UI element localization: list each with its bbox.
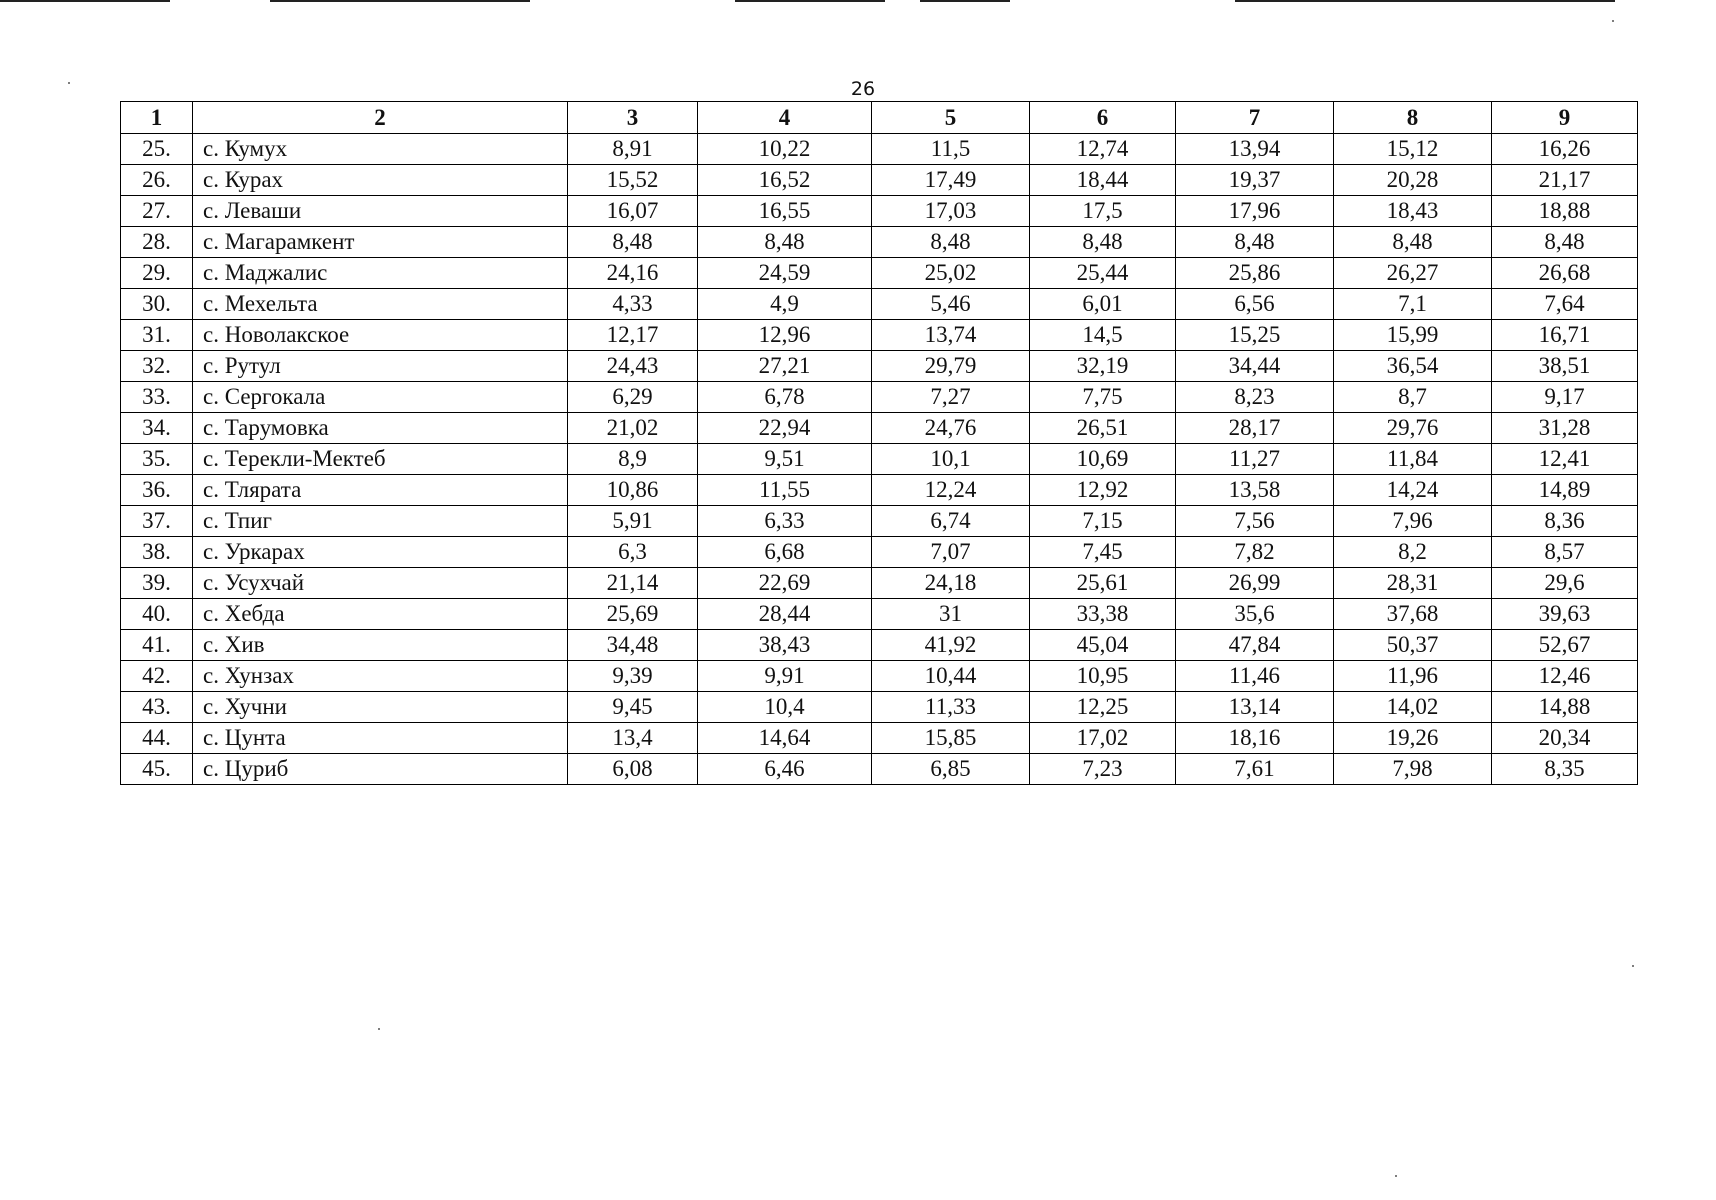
value-cell: 13,4 <box>568 723 698 754</box>
row-number-cell: 35. <box>121 444 193 475</box>
value-cell: 24,59 <box>698 258 872 289</box>
value-cell: 36,54 <box>1334 351 1492 382</box>
value-cell: 12,74 <box>1030 134 1176 165</box>
table-row <box>121 630 1638 661</box>
value-cell: 9,91 <box>698 661 872 692</box>
value-cell: 22,94 <box>698 413 872 444</box>
value-cell: 15,85 <box>872 723 1030 754</box>
scan-speck <box>1632 965 1634 967</box>
row-number-cell: 27. <box>121 196 193 227</box>
table-row <box>121 661 1638 692</box>
row-number-cell: 41. <box>121 630 193 661</box>
settlement-name-cell: с. Новолакское <box>193 320 568 351</box>
value-cell: 8,48 <box>1492 227 1638 258</box>
page-number: 26 <box>850 78 876 100</box>
row-number-cell: 33. <box>121 382 193 413</box>
value-cell: 17,02 <box>1030 723 1176 754</box>
value-cell: 32,19 <box>1030 351 1176 382</box>
value-cell: 6,68 <box>698 537 872 568</box>
value-cell: 21,14 <box>568 568 698 599</box>
value-cell: 12,96 <box>698 320 872 351</box>
value-cell: 11,5 <box>872 134 1030 165</box>
value-cell: 24,18 <box>872 568 1030 599</box>
value-cell: 6,74 <box>872 506 1030 537</box>
value-cell: 17,5 <box>1030 196 1176 227</box>
value-cell: 12,24 <box>872 475 1030 506</box>
value-cell: 27,21 <box>698 351 872 382</box>
value-cell: 9,17 <box>1492 382 1638 413</box>
value-cell: 6,56 <box>1176 289 1334 320</box>
value-cell: 7,64 <box>1492 289 1638 320</box>
value-cell: 8,48 <box>872 227 1030 258</box>
value-cell: 4,33 <box>568 289 698 320</box>
value-cell: 11,33 <box>872 692 1030 723</box>
row-number-cell: 30. <box>121 289 193 320</box>
value-cell: 38,51 <box>1492 351 1638 382</box>
value-cell: 31 <box>872 599 1030 630</box>
settlement-name-cell: с. Терекли-Мектеб <box>193 444 568 475</box>
column-header-5: 5 <box>872 102 1030 134</box>
value-cell: 8,7 <box>1334 382 1492 413</box>
settlement-name-cell: с. Маджалис <box>193 258 568 289</box>
value-cell: 14,64 <box>698 723 872 754</box>
value-cell: 14,02 <box>1334 692 1492 723</box>
value-cell: 8,48 <box>698 227 872 258</box>
table-body <box>121 134 1638 785</box>
value-cell: 21,02 <box>568 413 698 444</box>
value-cell: 13,58 <box>1176 475 1334 506</box>
scan-edge-line <box>920 0 1010 2</box>
column-header-2: 2 <box>193 102 568 134</box>
column-header-1: 1 <box>121 102 193 134</box>
value-cell: 26,51 <box>1030 413 1176 444</box>
value-cell: 17,49 <box>872 165 1030 196</box>
value-cell: 19,26 <box>1334 723 1492 754</box>
value-cell: 24,16 <box>568 258 698 289</box>
value-cell: 18,88 <box>1492 196 1638 227</box>
row-number-cell: 36. <box>121 475 193 506</box>
scan-edge-line <box>0 0 170 2</box>
value-cell: 7,1 <box>1334 289 1492 320</box>
scan-speck <box>1612 20 1614 22</box>
value-cell: 8,57 <box>1492 537 1638 568</box>
value-cell: 7,75 <box>1030 382 1176 413</box>
value-cell: 12,41 <box>1492 444 1638 475</box>
value-cell: 6,29 <box>568 382 698 413</box>
scan-edge-line <box>1235 0 1615 2</box>
settlement-name-cell: с. Рутул <box>193 351 568 382</box>
settlement-name-cell: с. Магарамкент <box>193 227 568 258</box>
row-number-cell: 40. <box>121 599 193 630</box>
settlement-name-cell: с. Хебда <box>193 599 568 630</box>
value-cell: 29,6 <box>1492 568 1638 599</box>
value-cell: 16,26 <box>1492 134 1638 165</box>
value-cell: 8,48 <box>1030 227 1176 258</box>
row-number-cell: 32. <box>121 351 193 382</box>
value-cell: 28,44 <box>698 599 872 630</box>
value-cell: 22,69 <box>698 568 872 599</box>
row-number-cell: 45. <box>121 754 193 785</box>
value-cell: 29,76 <box>1334 413 1492 444</box>
settlement-name-cell: с. Хучни <box>193 692 568 723</box>
column-header-3: 3 <box>568 102 698 134</box>
value-cell: 6,78 <box>698 382 872 413</box>
value-cell: 6,85 <box>872 754 1030 785</box>
column-header-6: 6 <box>1030 102 1176 134</box>
value-cell: 8,23 <box>1176 382 1334 413</box>
value-cell: 11,55 <box>698 475 872 506</box>
value-cell: 7,96 <box>1334 506 1492 537</box>
table-row <box>121 351 1638 382</box>
value-cell: 19,37 <box>1176 165 1334 196</box>
value-cell: 9,45 <box>568 692 698 723</box>
table-row <box>121 506 1638 537</box>
settlement-name-cell: с. Сергокала <box>193 382 568 413</box>
row-number-cell: 31. <box>121 320 193 351</box>
settlement-name-cell: с. Уркарах <box>193 537 568 568</box>
value-cell: 34,44 <box>1176 351 1334 382</box>
value-cell: 7,23 <box>1030 754 1176 785</box>
value-cell: 4,9 <box>698 289 872 320</box>
value-cell: 33,38 <box>1030 599 1176 630</box>
value-cell: 9,51 <box>698 444 872 475</box>
settlement-name-cell: с. Усухчай <box>193 568 568 599</box>
value-cell: 6,46 <box>698 754 872 785</box>
value-cell: 7,15 <box>1030 506 1176 537</box>
value-cell: 21,17 <box>1492 165 1638 196</box>
row-number-cell: 25. <box>121 134 193 165</box>
value-cell: 18,16 <box>1176 723 1334 754</box>
column-header-7: 7 <box>1176 102 1334 134</box>
value-cell: 5,46 <box>872 289 1030 320</box>
value-cell: 8,48 <box>1176 227 1334 258</box>
value-cell: 14,88 <box>1492 692 1638 723</box>
settlement-name-cell: с. Тлярата <box>193 475 568 506</box>
value-cell: 34,48 <box>568 630 698 661</box>
value-cell: 16,55 <box>698 196 872 227</box>
scan-speck <box>1395 1175 1397 1177</box>
value-cell: 31,28 <box>1492 413 1638 444</box>
value-cell: 11,84 <box>1334 444 1492 475</box>
row-number-cell: 37. <box>121 506 193 537</box>
value-cell: 26,99 <box>1176 568 1334 599</box>
value-cell: 6,08 <box>568 754 698 785</box>
scan-speck <box>378 1028 380 1030</box>
value-cell: 47,84 <box>1176 630 1334 661</box>
value-cell: 25,69 <box>568 599 698 630</box>
value-cell: 10,69 <box>1030 444 1176 475</box>
value-cell: 14,89 <box>1492 475 1638 506</box>
value-cell: 10,44 <box>872 661 1030 692</box>
value-cell: 7,98 <box>1334 754 1492 785</box>
table-row <box>121 165 1638 196</box>
value-cell: 20,34 <box>1492 723 1638 754</box>
value-cell: 16,52 <box>698 165 872 196</box>
settlement-name-cell: с. Хив <box>193 630 568 661</box>
row-number-cell: 34. <box>121 413 193 444</box>
value-cell: 17,96 <box>1176 196 1334 227</box>
table-row <box>121 723 1638 754</box>
row-number-cell: 38. <box>121 537 193 568</box>
value-cell: 7,82 <box>1176 537 1334 568</box>
value-cell: 6,33 <box>698 506 872 537</box>
value-cell: 15,52 <box>568 165 698 196</box>
table-row <box>121 258 1638 289</box>
value-cell: 25,44 <box>1030 258 1176 289</box>
value-cell: 10,22 <box>698 134 872 165</box>
value-cell: 7,07 <box>872 537 1030 568</box>
value-cell: 13,14 <box>1176 692 1334 723</box>
table-row <box>121 196 1638 227</box>
value-cell: 15,25 <box>1176 320 1334 351</box>
data-table <box>120 101 1638 785</box>
value-cell: 11,27 <box>1176 444 1334 475</box>
table-row <box>121 692 1638 723</box>
value-cell: 25,61 <box>1030 568 1176 599</box>
row-number-cell: 39. <box>121 568 193 599</box>
value-cell: 14,24 <box>1334 475 1492 506</box>
table-row <box>121 537 1638 568</box>
table-row <box>121 227 1638 258</box>
value-cell: 15,99 <box>1334 320 1492 351</box>
value-cell: 6,01 <box>1030 289 1176 320</box>
table-row <box>121 444 1638 475</box>
value-cell: 17,03 <box>872 196 1030 227</box>
table-row <box>121 382 1638 413</box>
value-cell: 12,25 <box>1030 692 1176 723</box>
settlement-name-cell: с. Хунзах <box>193 661 568 692</box>
row-number-cell: 26. <box>121 165 193 196</box>
value-cell: 13,94 <box>1176 134 1334 165</box>
value-cell: 25,86 <box>1176 258 1334 289</box>
value-cell: 9,39 <box>568 661 698 692</box>
value-cell: 16,71 <box>1492 320 1638 351</box>
value-cell: 12,46 <box>1492 661 1638 692</box>
row-number-cell: 28. <box>121 227 193 258</box>
value-cell: 41,92 <box>872 630 1030 661</box>
value-cell: 7,56 <box>1176 506 1334 537</box>
column-header-4: 4 <box>698 102 872 134</box>
table-row <box>121 320 1638 351</box>
value-cell: 13,74 <box>872 320 1030 351</box>
value-cell: 18,43 <box>1334 196 1492 227</box>
settlement-name-cell: с. Мехельта <box>193 289 568 320</box>
value-cell: 8,91 <box>568 134 698 165</box>
value-cell: 24,43 <box>568 351 698 382</box>
value-cell: 18,44 <box>1030 165 1176 196</box>
row-number-cell: 42. <box>121 661 193 692</box>
value-cell: 15,12 <box>1334 134 1492 165</box>
value-cell: 11,96 <box>1334 661 1492 692</box>
value-cell: 35,6 <box>1176 599 1334 630</box>
value-cell: 8,35 <box>1492 754 1638 785</box>
value-cell: 11,46 <box>1176 661 1334 692</box>
settlement-name-cell: с. Тпиг <box>193 506 568 537</box>
value-cell: 14,5 <box>1030 320 1176 351</box>
row-number-cell: 43. <box>121 692 193 723</box>
row-number-cell: 29. <box>121 258 193 289</box>
value-cell: 10,86 <box>568 475 698 506</box>
settlement-name-cell: с. Курах <box>193 165 568 196</box>
value-cell: 10,4 <box>698 692 872 723</box>
value-cell: 29,79 <box>872 351 1030 382</box>
value-cell: 26,27 <box>1334 258 1492 289</box>
value-cell: 8,48 <box>1334 227 1492 258</box>
column-header-9: 9 <box>1492 102 1638 134</box>
scan-edge-line <box>735 0 885 2</box>
value-cell: 25,02 <box>872 258 1030 289</box>
value-cell: 7,45 <box>1030 537 1176 568</box>
value-cell: 28,31 <box>1334 568 1492 599</box>
value-cell: 5,91 <box>568 506 698 537</box>
value-cell: 12,17 <box>568 320 698 351</box>
row-number-cell: 44. <box>121 723 193 754</box>
value-cell: 12,92 <box>1030 475 1176 506</box>
value-cell: 8,36 <box>1492 506 1638 537</box>
scan-edge-line <box>270 0 530 2</box>
settlement-name-cell: с. Цуриб <box>193 754 568 785</box>
value-cell: 20,28 <box>1334 165 1492 196</box>
value-cell: 26,68 <box>1492 258 1638 289</box>
value-cell: 50,37 <box>1334 630 1492 661</box>
value-cell: 8,48 <box>568 227 698 258</box>
settlement-name-cell: с. Цунта <box>193 723 568 754</box>
value-cell: 8,9 <box>568 444 698 475</box>
table-row <box>121 599 1638 630</box>
settlement-name-cell: с. Тарумовка <box>193 413 568 444</box>
value-cell: 39,63 <box>1492 599 1638 630</box>
value-cell: 8,2 <box>1334 537 1492 568</box>
value-cell: 52,67 <box>1492 630 1638 661</box>
value-cell: 16,07 <box>568 196 698 227</box>
settlement-name-cell: с. Леваши <box>193 196 568 227</box>
value-cell: 28,17 <box>1176 413 1334 444</box>
value-cell: 24,76 <box>872 413 1030 444</box>
settlement-name-cell: с. Кумух <box>193 134 568 165</box>
column-header-8: 8 <box>1334 102 1492 134</box>
table-row <box>121 568 1638 599</box>
table-row <box>121 475 1638 506</box>
value-cell: 38,43 <box>698 630 872 661</box>
value-cell: 10,1 <box>872 444 1030 475</box>
value-cell: 7,61 <box>1176 754 1334 785</box>
value-cell: 6,3 <box>568 537 698 568</box>
table-row <box>121 413 1638 444</box>
value-cell: 45,04 <box>1030 630 1176 661</box>
value-cell: 37,68 <box>1334 599 1492 630</box>
table-row <box>121 134 1638 165</box>
table-row <box>121 289 1638 320</box>
value-cell: 10,95 <box>1030 661 1176 692</box>
table-header-row <box>121 102 1638 134</box>
value-cell: 7,27 <box>872 382 1030 413</box>
table-row <box>121 754 1638 785</box>
